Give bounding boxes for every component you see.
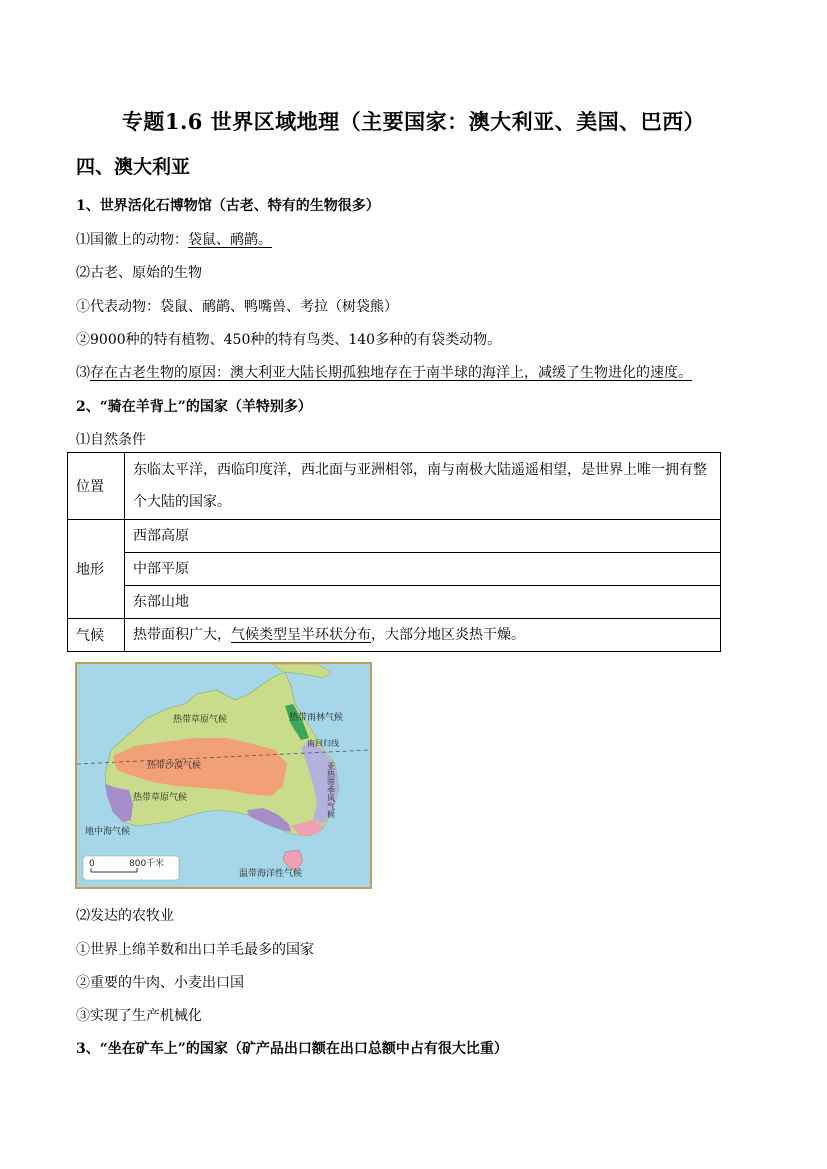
underlined-answer: 存在古老生物的原因：澳大利亚大陆长期孤独地存在于南半球的海洋上，减缓了生物进化的速度。 [90, 365, 692, 381]
subsection-3-heading: 3、“坐在矿车上”的国家（矿产品出口额在出口总额中占有很大比重） [76, 1041, 508, 1057]
label-tropic: 南回归线 [307, 739, 339, 748]
underlined-answer: 袋鼠、鸸鹋。 [188, 232, 272, 248]
underlined-answer: 气候类型呈半环状分布 [231, 627, 371, 643]
table-row [68, 586, 721, 619]
climate-text: 热带面积广大， [133, 627, 231, 643]
page-title: 专题1.6 世界区域地理（主要国家：澳大利亚、美国、巴西） [121, 109, 706, 134]
paragraph-beef-wheat: ②重要的牛肉、小麦出口国 [76, 975, 244, 991]
table-row [68, 619, 721, 652]
natural-conditions-table [67, 452, 721, 652]
label-mediterranean: 地中海气候 [85, 827, 131, 837]
row-value: 西部高原 [125, 520, 721, 553]
text-prefix: ⑴国徽上的动物： [76, 232, 188, 248]
paragraph-representative-animals: ①代表动物：袋鼠、鸸鹋、鸭嘴兽、考拉（树袋熊） [76, 299, 398, 315]
row-value: 东部山地 [125, 586, 721, 619]
paragraph-sheep: ①世界上绵羊数和出口羊毛最多的国家 [76, 942, 314, 958]
australia-climate-map [75, 662, 372, 889]
label-savanna-south: 热带草原气候 [133, 793, 188, 803]
subsection-2-heading: 2、“骑在羊背上”的国家（羊特别多） [76, 399, 312, 415]
label-savanna-north: 热带草原气候 [173, 715, 228, 725]
paragraph-ancient-species: ⑵古老、原始的生物 [76, 265, 202, 281]
natural-conditions-label: ⑴自然条件 [76, 432, 146, 448]
scale-label-800: 800千米 [129, 859, 165, 869]
paragraph-endemic-counts: ②9000种的特有植物、450种的特有鸟类、140多种的有袋类动物。 [76, 332, 502, 348]
row-value: 东临太平洋，西临印度洋，西北面与亚洲相邻，南与南极大陆遥遥相望，是世界上唯一拥有整个大陆的国家。 [125, 453, 721, 520]
paragraph-emblem-animals [76, 229, 272, 249]
label-subtropical: 亚热带季风气候 [326, 762, 336, 818]
label-marine: 温带海洋性气候 [239, 869, 303, 879]
row-value [125, 619, 721, 652]
scale-label-zero: 0 [89, 859, 95, 869]
label-rainforest: 热带雨林气候 [289, 713, 344, 723]
row-key: 气候 [68, 619, 125, 652]
row-key: 地形 [68, 520, 125, 619]
paragraph-mechanization: ③实现了生产机械化 [76, 1008, 202, 1024]
agriculture-label: ⑵发达的农牧业 [76, 908, 174, 924]
section-heading: 四、澳大利亚 [76, 156, 191, 178]
row-key: 位置 [68, 453, 125, 520]
paragraph-reason [76, 362, 692, 382]
text-prefix: ⑶ [76, 365, 90, 381]
row-value: 中部平原 [125, 553, 721, 586]
subsection-1-heading: 1、世界活化石博物馆（古老、特有的生物很多） [76, 198, 380, 214]
label-desert: 热带沙漠气候 [147, 761, 202, 771]
table-row [68, 553, 721, 586]
climate-map-svg [77, 664, 370, 887]
climate-text: ，大部分地区炎热干燥。 [371, 627, 525, 643]
table-row [68, 453, 721, 520]
table-row [68, 520, 721, 553]
